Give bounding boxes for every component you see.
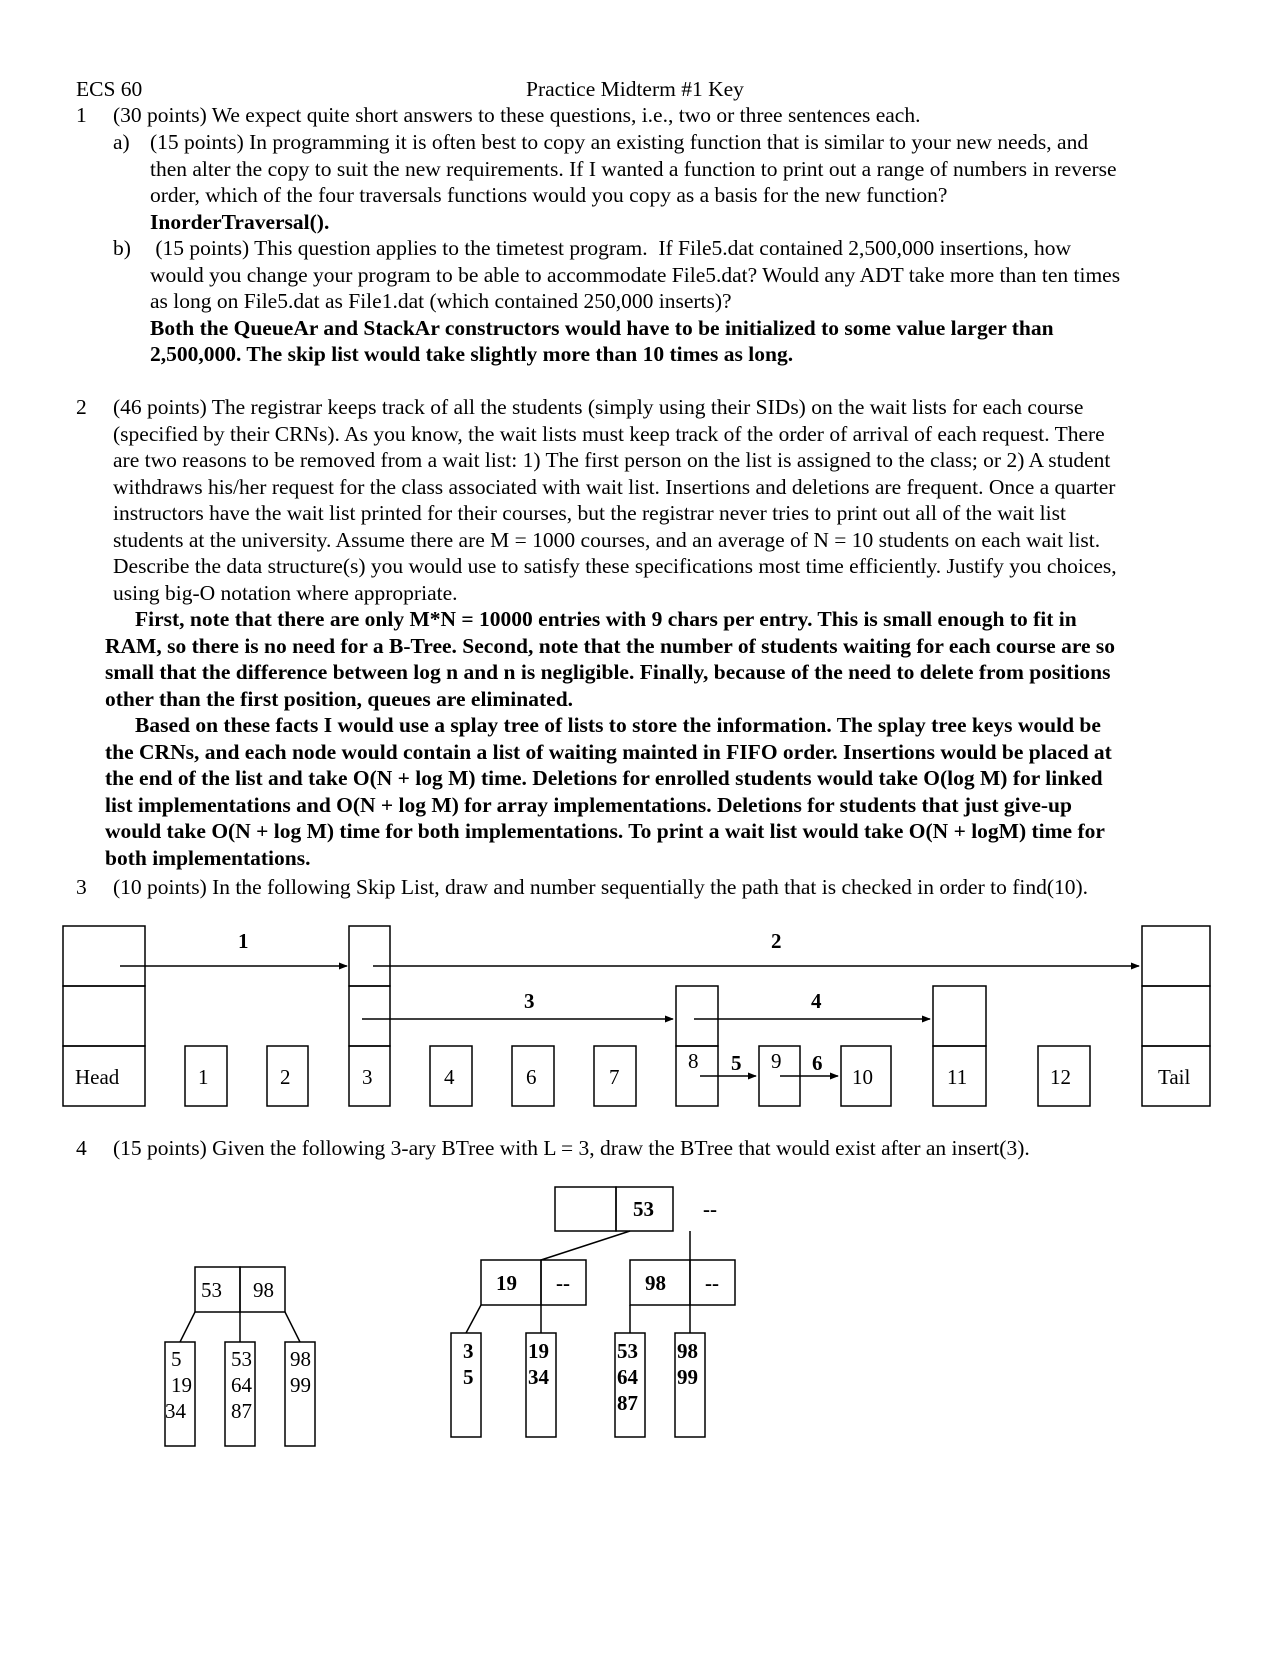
after-root-key [616,1187,673,1231]
q2-answer-line: RAM, so there is no need for a B-Tree. Second, note that the number of students waiting for each course are so [105,633,1116,658]
node-3 [349,1046,390,1106]
before-leaf-value: 99 [290,1373,311,1397]
before-leaf-value: 53 [231,1347,252,1371]
q3-text: (10 points) In the following Skip List, draw and number sequentially the path that is checked in order to find(10). [113,875,1089,899]
q1b-answer: 2,500,000. The skip list would take slightly more than 10 times as long. [150,342,794,366]
after-edge [541,1231,630,1260]
q1a-label: a) [113,130,130,154]
before-leaf-value: 34 [165,1399,186,1423]
before-root-key: 53 [201,1278,222,1302]
head-label: Head [75,1065,120,1089]
q4-number: 4 [76,1136,87,1160]
node-7 [594,1046,636,1106]
node-10 [841,1046,891,1106]
q1a-line: order, which of the four traversals functions would you copy as a basis for the new function? [150,183,948,207]
after-root-empty [555,1187,616,1231]
q1-number: 1 [76,103,87,127]
q4-text: (15 points) Given the following 3-ary BTree with L = 3, draw the BTree that would exist after an insert(3). [113,1136,1030,1160]
after-leaf-value: 99 [677,1365,698,1389]
head-level-3 [63,926,145,986]
before-edge [180,1312,195,1342]
btree-after-labels [463,1197,719,1415]
q1-intro: (30 points) We expect quite short answers to these questions, i.e., two or three sentences each. [113,103,921,127]
q2-answer-line: the end of the list and take O(N + log M) time. Deletions for enrolled students would take O(log M) for linked [105,766,1103,790]
node-label: 2 [280,1065,291,1089]
q2-line: instructors have the wait list printed for their courses, but the registrar never tries to print out all of the wait list [113,501,1066,525]
after-internal-key: -- [556,1271,570,1295]
q3-number: 3 [76,875,87,899]
after-internal-key: 98 [645,1271,666,1295]
q2-line: Describe the data structure(s) you would use to satisfy these specifications most time efficiently. Justify you choices, [113,554,1117,578]
q1a-text [150,129,1117,235]
node-11 [933,1046,986,1106]
tail-level-2 [1142,986,1210,1046]
after-leaf-value: 53 [617,1339,638,1363]
after-leaf-value: 19 [528,1339,549,1363]
q2-line: students at the university. Assume there are M = 1000 courses, and an average of N = 10 students on each wait list. [113,527,1101,552]
q2-answer-line: Based on these facts I would use a splay tree of lists to store the information. The splay tree keys would be [135,713,1101,737]
after-edge [466,1305,481,1333]
q1b-answer: Both the QueueAr and StackAr constructors would have to be initialized to some value larger than [150,315,1054,340]
node-label: 8 [688,1049,699,1073]
node-label: 1 [198,1065,209,1089]
tail-node [1142,1046,1210,1106]
before-root-key-1 [195,1267,240,1312]
before-leaf-value: 87 [231,1399,252,1423]
node-12 [1038,1046,1090,1106]
q1b-text [150,235,1120,368]
node-1 [185,1046,227,1106]
btree-after [451,1187,735,1437]
tail-level-3 [1142,926,1210,986]
q2-answer-line: list implementations and O(N + log M) for array implementations. Deletions for students that just give-up [105,792,1072,817]
node-11-level-2 [933,986,986,1046]
q2-answer-line: First, note that there are only M*N = 10000 entries with 9 chars per entry. This is small enough to fit in [135,607,1077,631]
q2-answer-line: other than the first position, queues are eliminated. [105,686,574,711]
q1a-line: (15 points) In programming it is often best to copy an existing function that is similar to your new needs, and [150,130,1089,154]
before-leaf-3 [285,1342,315,1446]
q2-line: (46 points) The registrar keeps track of all the students (simply using their SIDs) on the wait lists for each course [113,395,1084,419]
path-step-6: 6 [812,1051,823,1075]
page-title: Practice Midterm #1 Key [526,77,744,101]
node-4 [430,1046,472,1106]
head-level-2 [63,986,145,1046]
after-internal-2-key-2 [690,1260,735,1305]
q2-line: withdraws his/her request for the class associated with wait list. Insertions and deletions are frequent. Once a quarter [113,474,1116,499]
before-leaf-value: 19 [171,1373,192,1397]
q1a-line: then alter the copy to suit the new requirements. If I wanted a function to print out a range of numbers in reverse [150,156,1117,181]
after-internal-key: -- [705,1271,719,1295]
after-root-key-label: 53 [633,1197,654,1221]
path-step-5: 5 [731,1051,742,1075]
path-step-2: 2 [771,929,782,953]
path-step-3: 3 [524,989,535,1013]
head-node [63,1046,145,1106]
q2-answer-line: the CRNs, and each node would contain a list of waiting mainted in FIFO order. Insertions would be placed at [105,739,1112,764]
after-leaf-value: 5 [463,1365,474,1389]
node-label: 9 [771,1049,782,1073]
skip-list-labels [75,1049,1191,1089]
node-6 [512,1046,554,1106]
q2-line: are two reasons to be removed from a wait list: 1) The first person on the list is assigned to the class; or 2) A student [113,448,1111,472]
tail-label: Tail [1158,1065,1191,1089]
after-leaf-value: 3 [463,1339,474,1363]
before-leaf-1 [165,1342,195,1446]
q1b-label: b) [113,236,131,260]
q2-line: (specified by their CRNs). As you know, the wait lists must keep track of the order of arrival of each request. There [113,421,1105,446]
node-label: 3 [362,1065,373,1089]
btree-before-labels [165,1278,311,1423]
after-internal-1-key-2 [541,1260,586,1305]
q1a-answer: InorderTraversal(). [150,209,330,234]
path-step-labels [238,929,823,1075]
q2-answer-line: small that the difference between log n and n is negligible. Finally, because of the need to delete from positions [105,660,1111,684]
q2-line: using big-O notation where appropriate. [113,580,458,605]
after-root-placeholder: -- [703,1197,717,1221]
node-label: 6 [526,1065,537,1089]
after-leaf-value: 34 [528,1365,549,1389]
node-3-level-2 [349,986,390,1046]
after-leaf-3 [615,1333,645,1437]
q2-answer-line: would take O(N + log M) time for both implementations. To print a wait list would take O(N + logM) time for [105,819,1105,843]
after-leaf-2 [526,1333,556,1437]
q1b-line: as long on File5.dat as File1.dat (which contained 250,000 inserts)? [150,289,732,313]
after-internal-1-key-1 [481,1260,541,1305]
before-leaf-value: 5 [171,1347,182,1371]
q2-answer-2 [105,712,1112,871]
after-leaf-1 [451,1333,481,1437]
path-step-4: 4 [811,989,822,1013]
btree-before [165,1267,315,1446]
q2-answer-1 [105,606,1115,712]
before-root-key: 98 [253,1278,274,1302]
after-leaf-4 [675,1333,705,1437]
course-name: ECS 60 [76,77,143,101]
q2-text [113,394,1117,606]
node-9 [759,1046,800,1106]
q1b-line: would you change your program to be able to accommodate File5.dat? Would any ADT take more than ten times [150,262,1121,287]
node-label: 7 [609,1065,620,1089]
node-label: 10 [852,1065,873,1089]
q2-number: 2 [76,395,87,419]
path-step-1: 1 [238,929,249,953]
node-label: 11 [947,1065,968,1089]
after-leaf-value: 87 [617,1391,638,1415]
before-edge [285,1312,300,1342]
node-8-level-2 [676,986,718,1046]
before-leaf-value: 64 [231,1373,252,1397]
q1b-line: (15 points) This question applies to the timetest program. If File5.dat contained 2,500,000 insertions, how [150,236,1071,260]
q2-answer-line: both implementations. [105,845,311,870]
after-leaf-value: 98 [677,1339,698,1363]
node-label: 12 [1050,1065,1071,1089]
node-3-level-3 [349,926,390,986]
node-8 [676,1046,718,1106]
before-leaf-value: 98 [290,1347,311,1371]
skip-list [63,926,1210,1106]
after-internal-2-key-1 [630,1260,690,1305]
node-label: 4 [444,1065,455,1089]
before-root-key-2 [240,1267,285,1312]
after-leaf-value: 64 [617,1365,638,1389]
before-leaf-2 [225,1342,255,1446]
after-internal-key: 19 [496,1271,517,1295]
node-2 [267,1046,308,1106]
